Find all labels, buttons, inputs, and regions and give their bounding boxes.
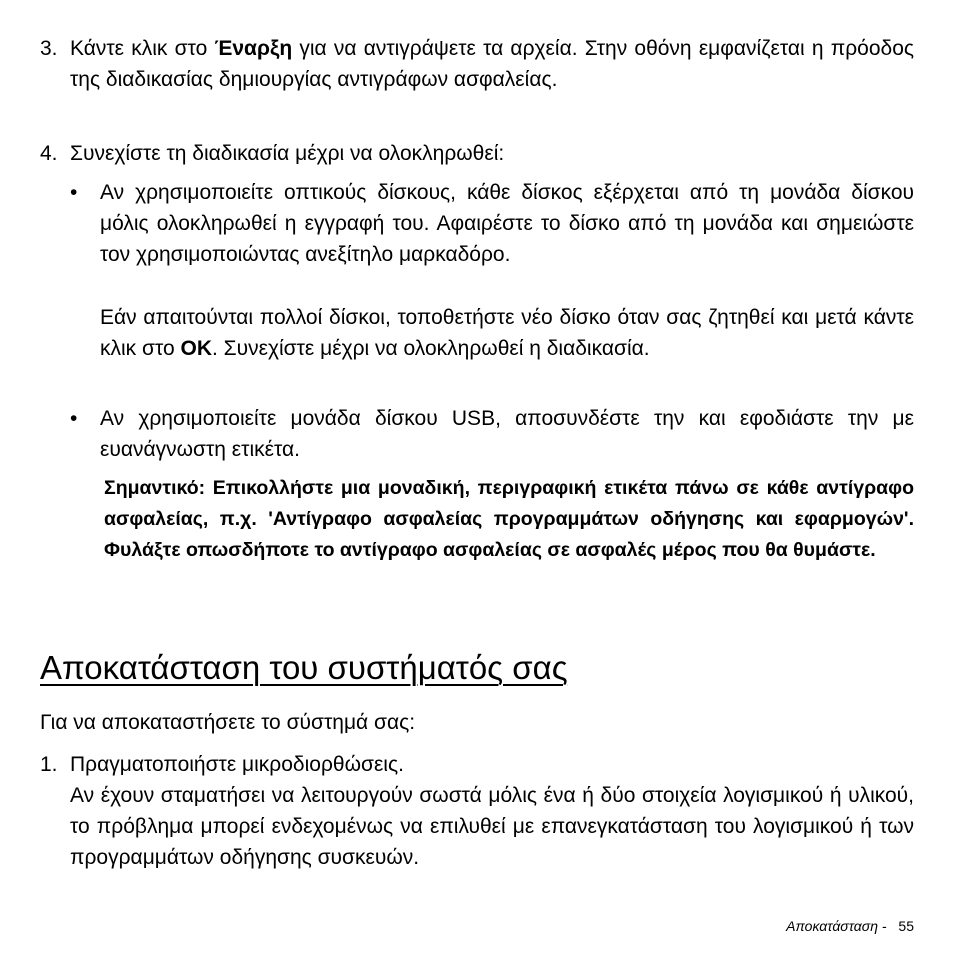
bullet-icon: • — [70, 407, 78, 430]
step-number: 3. — [40, 37, 58, 60]
start-button-label: Έναρξη — [214, 37, 293, 60]
step-3-pre: Κάντε κλικ στο — [70, 37, 215, 60]
bullet-2-para-1: Αν χρησιμοποιείτε μονάδα δίσκου USB, αποσυνδέστε την και εφοδιάστε την με ευανάγνωστη ετικέτα. — [100, 407, 914, 461]
ok-label: OK — [180, 337, 212, 360]
step-number: 4. — [40, 142, 58, 165]
bullet-1-para-2-pre: Εάν απαιτούνται πολλοί δίσκοι, τοποθετήστε νέο δίσκο όταν σας ζητηθεί και μετά κάντε κλικ στο — [100, 306, 914, 360]
footer-section-label: Αποκατάσταση - — [786, 918, 887, 934]
important-note: Σημαντικό: Επικολλήστε μια μοναδική, περιγραφική ετικέτα πάνω σε κάθε αντίγραφο ασφαλείας, π.χ. 'Αντίγραφο ασφαλείας προγραμμάτων οδήγησης και εφαρμογών'. Φυλάξτε οπωσδήποτε το αντίγραφο ασφαλείας σε ασφαλές μέρος που θα θυμάστε. — [104, 477, 914, 561]
bullet-1-para-1: Αν χρησιμοποιείτε οπτικούς δίσκους, κάθε δίσκος εξέρχεται από τη μονάδα δίσκου μόλις ολοκληρωθεί η εγγραφή του. Αφαιρέστε το δίσκο από τη μονάδα και σημειώστε τον χρησιμοποιώντας ανεξίτηλο μαρκαδόρο. — [100, 181, 914, 266]
bullet-1-para-2 — [100, 302, 914, 364]
step-3-text — [70, 33, 914, 95]
section-intro: Για να αποκαταστήσετε το σύστημά σας: — [40, 711, 416, 734]
step-1-title: Πραγματοποιήστε μικροδιορθώσεις. — [70, 753, 404, 776]
page-number: 55 — [898, 918, 914, 934]
step-1-body: Αν έχουν σταματήσει να λειτουργούν σωστά μόλις ένα ή δύο στοιχεία λογισμικού ή υλικού, το πρόβλημα μπορεί ενδεχομένως να επιλυθεί με επανεγκατάσταση του λογισμικού ή των προγραμμάτων οδήγησης συσκευών. — [70, 784, 914, 869]
step-number: 1. — [40, 753, 58, 776]
page-footer — [786, 916, 914, 936]
step-4-text: Συνεχίστε τη διαδικασία μέχρι να ολοκληρωθεί: — [70, 142, 505, 165]
bullet-1-para-2-post: . Συνεχίστε μέχρι να ολοκληρωθεί η διαδικασία. — [211, 337, 650, 360]
section-heading: Αποκατάσταση του συστήματός σας — [40, 649, 568, 686]
bullet-icon: • — [70, 181, 78, 204]
step-3-post: για να αντιγράψετε τα αρχεία. Στην οθόνη εμφανίζεται η πρόοδος της διαδικασίας δημιουργίας αντιγράφων ασφαλείας. — [70, 37, 914, 91]
